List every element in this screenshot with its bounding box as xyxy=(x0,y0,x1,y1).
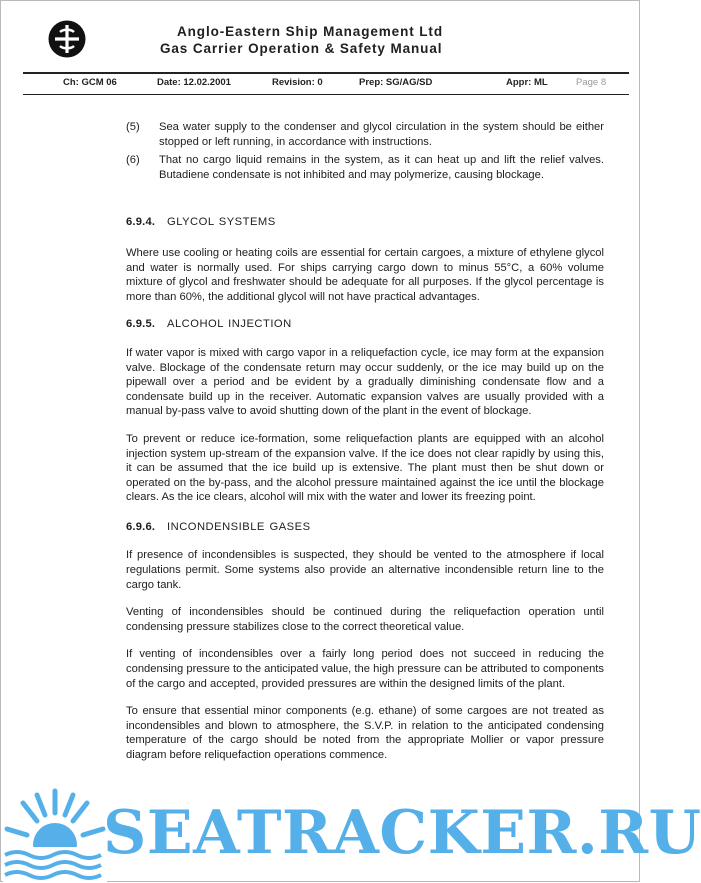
paragraph: If water vapor is mixed with cargo vapor in a reliquefaction cycle, ice may form at the expansion valve. Blockage of the condensate return may occur suddenly, or the ice may build up on the pipewall over a period and be evident by a gradually diminishing condensate flow and a condensate build up in the receiver. Automatic expansion valves are usually provided with a manual by-pass valve to avoid shutting down of the plant in the event of blockage. xyxy=(126,346,604,418)
anchor-plus-logo-icon xyxy=(47,19,87,59)
sun-over-sea-icon xyxy=(3,785,107,883)
document-meta-row xyxy=(23,72,629,95)
meta-revision: Revision: 0 xyxy=(272,77,323,88)
meta-date: Date: 12.02.2001 xyxy=(157,77,231,88)
paragraph: If venting of incondensibles over a fairly long period does not succeed in reducing the condensing pressure to the anticipated value, the high pressure can be attributed to components of the cargo and accepted, provided pressures are within the designed limits of the plant. xyxy=(126,648,604,690)
numbered-item xyxy=(126,153,604,182)
paragraph: To prevent or reduce ice-formation, some reliquefaction plants are equipped with an alcohol injection system up-stream of the expansion valve. If the ice does not clear rapidly by using this, it can be assumed that the ice build up is extensive. The plant must then be shut down or operated on the by-pass, and the alcohol pressure maintained against the ice until the blockage clears. As the ice clears, alcohol will mix with the water and lower its freezing point. xyxy=(126,432,604,504)
paragraph: Venting of incondensibles should be continued during the reliquefaction operation until condensing pressure stabilizes close to the correct theoretical value. xyxy=(126,606,604,633)
item-number: (6) xyxy=(126,154,140,167)
section-number: 6.9.6. xyxy=(126,520,156,533)
section-number: 6.9.4. xyxy=(126,216,156,229)
watermark-text: SEATRACKER.RU xyxy=(103,798,701,868)
paragraph: Where use cooling or heating coils are essential for certain cargoes, a mixture of ethylene glycol and water is normally used. For ships carrying cargo down to minus 55°C, a 60% volume mixture of glycol and freshwater should be adequate for all purposes. If the glycol percentage is more than 60%, the additional glycol will not have practical advantages. xyxy=(126,246,604,303)
section-number: 6.9.5. xyxy=(126,318,156,331)
section-heading-alcohol xyxy=(126,317,604,332)
section-title: GLYCOL SYSTEMS xyxy=(167,216,276,229)
meta-chapter: Ch: GCM 06 xyxy=(63,77,117,88)
meta-page: Page 8 xyxy=(576,77,607,88)
section-title: ALCOHOL INJECTION xyxy=(167,318,292,331)
item-number: (5) xyxy=(126,121,140,133)
manual-title: Gas Carrier Operation & Safety Manual xyxy=(160,41,443,56)
section-title: INCONDENSIBLE GASES xyxy=(167,520,311,533)
meta-approved: Appr: ML xyxy=(506,77,548,88)
item-text: That no cargo liquid remains in the system, as it can heat up and lift the relief valves. Butadiene condensate is not inhibited and may polymerize, causing blockage. xyxy=(159,154,604,181)
document-body xyxy=(126,120,604,763)
paragraph: If presence of incondensibles is suspected, they should be vented to the atmosphere if local regulations permit. Some systems also provide an alternative incondensible return line to the cargo tank. xyxy=(126,549,604,591)
item-text: Sea water supply to the condenser and glycol circulation in the system should be either stopped or left running, in accordance with instructions. xyxy=(159,121,604,148)
company-name: Anglo-Eastern Ship Management Ltd xyxy=(177,24,443,39)
meta-prepared: Prep: SG/AG/SD xyxy=(359,77,433,88)
numbered-item xyxy=(126,120,604,149)
section-heading-glycol xyxy=(126,215,604,230)
section-heading-incondensible xyxy=(126,520,604,535)
paragraph: To ensure that essential minor components (e.g. ethane) of some cargoes are not treated as incondensibles and blown to atmosphere, the S.V.P. in relation to the anticipated condensing temperature of the cargo should be noted from the appropriate Mollier or vapor pressure diagram before reliquefaction operations commence. xyxy=(126,705,604,761)
